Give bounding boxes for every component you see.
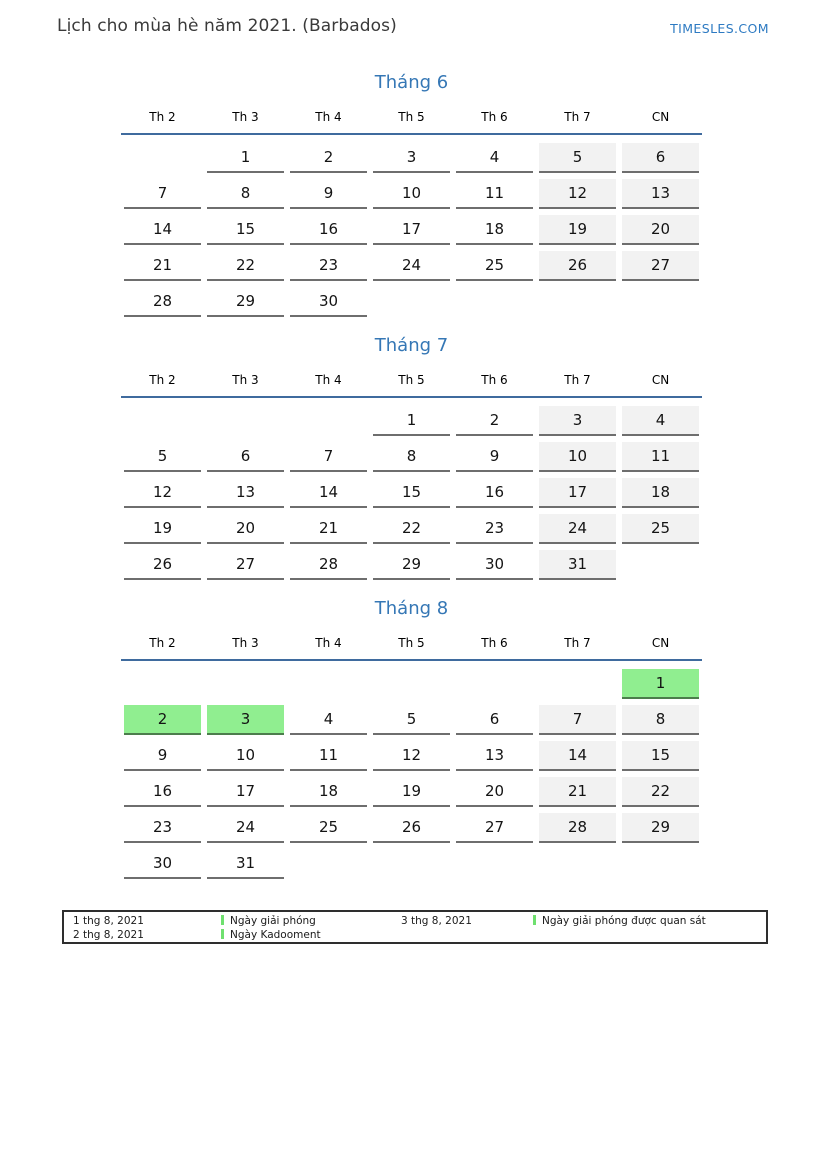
holiday-tick-icon [221, 929, 224, 939]
weekday-label: Th 6 [481, 110, 508, 124]
day-cell-empty [207, 669, 284, 699]
holiday-legend [62, 910, 768, 944]
day-cell: 23 [124, 813, 201, 843]
holiday-tick-icon [221, 915, 224, 925]
weeks [121, 143, 702, 317]
day-cell: 8 [622, 705, 699, 735]
day-cell: 10 [539, 442, 616, 472]
day-cell: 27 [456, 813, 533, 843]
legend-date: 2 thg 8, 2021 [73, 929, 144, 941]
day-cell: 9 [456, 442, 533, 472]
day-cell: 14 [290, 478, 367, 508]
day-cell: 13 [456, 741, 533, 771]
weekday-label: Th 6 [481, 636, 508, 650]
day-cell: 16 [124, 777, 201, 807]
day-cell: 22 [373, 514, 450, 544]
day-cell: 30 [124, 849, 201, 879]
day-cell: 19 [539, 215, 616, 245]
day-cell: 28 [539, 813, 616, 843]
day-cell-empty [622, 849, 699, 879]
day-cell: 14 [124, 215, 201, 245]
weekday-label: Th 2 [149, 373, 176, 387]
day-cell-empty [290, 849, 367, 879]
day-cell: 18 [622, 478, 699, 508]
day-cell: 8 [207, 179, 284, 209]
day-cell: 10 [207, 741, 284, 771]
day-cell: 20 [622, 215, 699, 245]
legend-name-label: Ngày giải phóng được quan sát [542, 915, 706, 927]
day-cell-empty [124, 406, 201, 436]
weekday-label: CN [651, 373, 670, 387]
day-cell: 23 [456, 514, 533, 544]
months [121, 62, 702, 885]
day-cell: 24 [539, 514, 616, 544]
month-title: Tháng 8 [374, 598, 449, 619]
day-cell: 19 [124, 514, 201, 544]
day-cell: 12 [124, 478, 201, 508]
day-cell-empty [456, 849, 533, 879]
day-cell: 26 [539, 251, 616, 281]
page-title: Lịch cho mùa hè năm 2021. (Barbados) [57, 16, 397, 36]
weekday-label: Th 7 [564, 636, 591, 650]
day-cell: 31 [207, 849, 284, 879]
day-cell-empty [373, 849, 450, 879]
day-cell: 12 [539, 179, 616, 209]
week-row [121, 705, 702, 735]
day-cell-empty [622, 287, 699, 317]
site-link[interactable]: TIMESLES.COM [670, 21, 769, 36]
weekday-label: CN [651, 636, 670, 650]
legend-name-label: Ngày giải phóng [230, 915, 316, 927]
week-row [121, 777, 702, 807]
week-row [121, 478, 702, 508]
day-cell: 22 [207, 251, 284, 281]
day-cell: 9 [290, 179, 367, 209]
day-cell: 29 [622, 813, 699, 843]
day-cell: 26 [373, 813, 450, 843]
day-cell-empty [290, 406, 367, 436]
day-cell: 17 [207, 777, 284, 807]
weeks [121, 406, 702, 580]
day-cell: 4 [456, 143, 533, 173]
weekday-label: Th 2 [149, 636, 176, 650]
week-row [121, 143, 702, 173]
day-cell: 6 [207, 442, 284, 472]
day-cell: 15 [207, 215, 284, 245]
month-title: Tháng 7 [374, 335, 449, 356]
week-row [121, 287, 702, 317]
month-title: Tháng 6 [374, 72, 449, 93]
day-cell: 26 [124, 550, 201, 580]
page-header [57, 16, 769, 36]
day-cell: 1 [622, 669, 699, 699]
day-cell: 27 [207, 550, 284, 580]
week-row [121, 179, 702, 209]
day-cell: 10 [373, 179, 450, 209]
day-cell: 15 [373, 478, 450, 508]
day-cell-empty [290, 669, 367, 699]
legend-date: 3 thg 8, 2021 [401, 915, 472, 927]
day-cell: 31 [539, 550, 616, 580]
day-cell: 28 [290, 550, 367, 580]
day-cell: 29 [207, 287, 284, 317]
week-row [121, 849, 702, 879]
legend-grid [64, 912, 766, 942]
day-cell: 1 [373, 406, 450, 436]
day-cell-empty [373, 669, 450, 699]
weekday-label: Th 5 [398, 636, 425, 650]
day-cell: 16 [456, 478, 533, 508]
day-cell: 5 [373, 705, 450, 735]
day-cell: 6 [622, 143, 699, 173]
weekday-label: Th 4 [315, 636, 342, 650]
day-cell: 11 [456, 179, 533, 209]
day-cell: 4 [622, 406, 699, 436]
weekday-row [121, 110, 702, 135]
day-cell-empty [456, 287, 533, 317]
week-row [121, 215, 702, 245]
week-row [121, 669, 702, 699]
day-cell-empty [373, 287, 450, 317]
day-cell: 7 [124, 179, 201, 209]
day-cell: 13 [622, 179, 699, 209]
legend-name-label: Ngày Kadooment [230, 929, 321, 941]
day-cell: 11 [622, 442, 699, 472]
day-cell: 25 [456, 251, 533, 281]
week-row [121, 442, 702, 472]
day-cell: 7 [539, 705, 616, 735]
week-row [121, 514, 702, 544]
day-cell: 12 [373, 741, 450, 771]
day-cell: 1 [207, 143, 284, 173]
day-cell-empty [456, 669, 533, 699]
day-cell: 17 [373, 215, 450, 245]
day-cell: 24 [207, 813, 284, 843]
weekday-label: Th 7 [564, 110, 591, 124]
day-cell: 21 [539, 777, 616, 807]
week-row [121, 741, 702, 771]
weekday-label: Th 5 [398, 373, 425, 387]
weeks [121, 669, 702, 879]
day-cell: 30 [290, 287, 367, 317]
day-cell-empty [539, 287, 616, 317]
weekday-row [121, 636, 702, 661]
weekday-label: Th 6 [481, 373, 508, 387]
weekday-label: Th 4 [315, 373, 342, 387]
day-cell: 5 [539, 143, 616, 173]
day-cell: 3 [539, 406, 616, 436]
day-cell: 14 [539, 741, 616, 771]
day-cell: 27 [622, 251, 699, 281]
weekday-label: Th 2 [149, 110, 176, 124]
day-cell: 6 [456, 705, 533, 735]
day-cell: 25 [290, 813, 367, 843]
day-cell-empty [622, 550, 699, 580]
day-cell: 17 [539, 478, 616, 508]
day-cell: 4 [290, 705, 367, 735]
day-cell: 3 [207, 705, 284, 735]
day-cell-empty [124, 143, 201, 173]
day-cell-empty [539, 669, 616, 699]
weekday-label: Th 7 [564, 373, 591, 387]
month-calendar [121, 596, 702, 879]
day-cell: 29 [373, 550, 450, 580]
holiday-tick-icon [533, 915, 536, 925]
day-cell: 30 [456, 550, 533, 580]
week-row [121, 813, 702, 843]
weekday-label: Th 4 [315, 110, 342, 124]
day-cell-empty [207, 406, 284, 436]
day-cell-empty [124, 669, 201, 699]
day-cell: 20 [456, 777, 533, 807]
day-cell: 23 [290, 251, 367, 281]
day-cell: 25 [622, 514, 699, 544]
month-calendar [121, 70, 702, 317]
day-cell: 2 [456, 406, 533, 436]
week-row [121, 251, 702, 281]
weekday-label: Th 3 [232, 373, 259, 387]
day-cell: 22 [622, 777, 699, 807]
day-cell: 2 [124, 705, 201, 735]
day-cell: 11 [290, 741, 367, 771]
month-calendar [121, 333, 702, 580]
day-cell: 15 [622, 741, 699, 771]
day-cell: 24 [373, 251, 450, 281]
day-cell: 9 [124, 741, 201, 771]
day-cell: 18 [456, 215, 533, 245]
weekday-label: CN [651, 110, 670, 124]
day-cell: 21 [124, 251, 201, 281]
day-cell: 19 [373, 777, 450, 807]
day-cell-empty [539, 849, 616, 879]
legend-entry [533, 914, 766, 928]
day-cell: 2 [290, 143, 367, 173]
weekday-label: Th 5 [398, 110, 425, 124]
day-cell: 5 [124, 442, 201, 472]
legend-entry [221, 928, 401, 942]
day-cell: 28 [124, 287, 201, 317]
day-cell: 18 [290, 777, 367, 807]
day-cell: 20 [207, 514, 284, 544]
week-row [121, 550, 702, 580]
day-cell: 21 [290, 514, 367, 544]
day-cell: 3 [373, 143, 450, 173]
day-cell: 7 [290, 442, 367, 472]
day-cell: 8 [373, 442, 450, 472]
week-row [121, 406, 702, 436]
legend-date: 1 thg 8, 2021 [73, 915, 144, 927]
weekday-label: Th 3 [232, 636, 259, 650]
day-cell: 13 [207, 478, 284, 508]
weekday-label: Th 3 [232, 110, 259, 124]
legend-entry [221, 914, 401, 928]
day-cell: 16 [290, 215, 367, 245]
weekday-row [121, 373, 702, 398]
